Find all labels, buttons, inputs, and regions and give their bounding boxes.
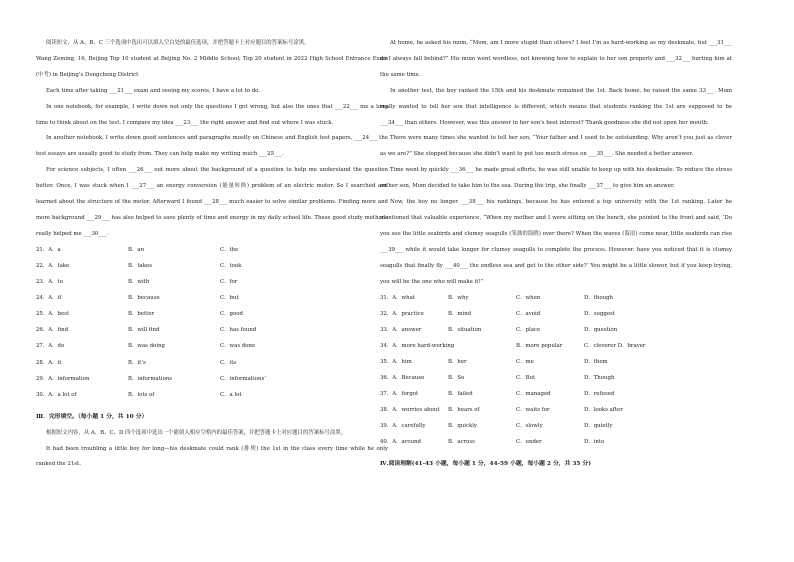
option-row [36, 291, 388, 307]
option-a: 31．A．what [380, 294, 415, 301]
option-a: 40．A．around [380, 439, 421, 446]
option-row [380, 435, 732, 451]
option-b: B．hears of [448, 407, 480, 414]
option-b: B．across [448, 439, 475, 446]
option-d: D．Though [584, 375, 615, 382]
option-a: 27．A．do [36, 343, 65, 350]
option-b: B．it’s [128, 359, 146, 366]
option-c: C．informations’ [220, 375, 266, 382]
option-c: C．But [516, 375, 536, 382]
option-a: 25．A．best [36, 311, 70, 318]
option-c: C．but [220, 295, 239, 302]
option-a: 29．A．information [36, 375, 90, 382]
option-row [36, 372, 388, 388]
option-b: B．takes [128, 262, 152, 269]
option-c: C．managed [516, 391, 551, 398]
option-c: C．when [516, 294, 541, 301]
option-b: B．quickly [448, 423, 478, 430]
option-row [36, 275, 388, 291]
option-a: 23．A．to [36, 279, 63, 286]
option-row [380, 371, 732, 387]
option-d: D．though [584, 294, 613, 301]
option-c: C．slowly [516, 423, 543, 430]
option-c: C．avoid [516, 310, 541, 317]
option-a: 24．A．if [36, 295, 62, 302]
option-a: 37．A．forgot [380, 391, 419, 398]
option-b: B．mind [448, 310, 472, 317]
option-c: C．the [220, 246, 239, 253]
option-row [380, 403, 732, 419]
option-row [380, 387, 732, 403]
option-a: 21．A．a [36, 246, 61, 253]
instruction-text: 阅读短文，从 A、B、C 三个选项中选出可以填入空白处的最佳选项，并把答题卡上对应题目的答案标号涂黑。 [46, 40, 310, 46]
option-b: B．situation [448, 326, 482, 333]
option-c: C．for [220, 279, 238, 286]
option-a: 22．A．take [36, 262, 70, 269]
option-b: B．her [448, 358, 467, 365]
option-row [380, 419, 732, 435]
option-b: B．why [448, 294, 469, 301]
option-row [380, 355, 732, 371]
option-c: C．took [220, 262, 242, 269]
option-c: C．good [220, 311, 243, 318]
option-b: B．more popular [516, 342, 563, 349]
passage-paragraph: In another test, the boy ranked the 15th and his deskmate remained the 1st. Back home, he raised the same 33___. Mom really wanted to tell her son that intelligence is different, which means that students ranking the 1st are supposed to be ___34___ than others. However, was this answer in her son’s best interest? Thank goodness she did not open her mouth. [380, 87, 732, 126]
right-column [380, 36, 732, 473]
option-b: B．lots of [128, 391, 155, 398]
left-column [36, 36, 388, 473]
passage-paragraph: Now, the boy no longer ___38___ his rankings, because he has entered a top university with the 1st ranking. Later he mentioned that valuable experience, “When my mother and I were sitting on the bench, she pointed to the front and said, ‘Do you see the little seabirds and clumsy seagulls (笨拙的海鸥) over there? When the waves (海浪) come near, little seabirds can rise ___39___ while it would take longer for clumsy seagulls to complete the process. However, have you noticed that it is clumsy seagulls that finally fly ___40___ the endless sea and get to the other side?’ You might be a little slower, but if you keep trying, you will be the one who will make it!” [380, 199, 732, 285]
option-d: D．into [584, 439, 605, 446]
option-a: 33．A．answer [380, 326, 422, 333]
option-d: D．quietly [584, 423, 613, 430]
option-c: C．has found [220, 327, 257, 334]
option-row [36, 259, 388, 275]
option-row [36, 307, 388, 323]
option-a: 38．A．worries about [380, 407, 440, 414]
option-a: 32．A．practice [380, 310, 424, 317]
option-row [36, 243, 388, 259]
section-instruction: 根据短文内容，从 A、B、C、D 四个选项中选出一个能填入相应空格内的最佳答案，并把答题卡上对应题目的答案标号涂黑。 [46, 429, 347, 436]
option-c: C．waits for [516, 407, 550, 414]
passage-paragraph: For science subjects, I often ___26___ out more about the background of a question to help me understand the question better. Once, I was stuck when I ___27___ an energy conversion (能量转换) problem of an electric motor. So I searched and learned about the structure of the motor. Afterward I found ___28___ much easier to solve similar problems. Finding more and more background ___29___ has also helped to save plenty of time and energy in my daily school life. These good study methods really helped me ___30___. [36, 167, 388, 237]
option-c: C．a lot [220, 391, 242, 398]
option-c: C．was done [220, 343, 256, 350]
option-row [36, 355, 388, 371]
option-b: B．will find [128, 327, 160, 334]
option-a: 26．A．find [36, 327, 69, 334]
section-heading: Ⅳ.阅读理解(41-43 小题，每小题 1 分，44-59 小题，每小题 2 分，共 35 分) [380, 461, 591, 468]
option-b: B．was doing [128, 343, 166, 350]
option-a: 30．A．a lot of [36, 391, 77, 398]
section-heading: Ⅲ．完形填空。（每小题 1 分，共 10 分） [36, 413, 148, 420]
option-b: B．because [128, 295, 160, 302]
passage-paragraph: In one notebook, for example, I write down not only the questions I got wrong, but also the ones that ___22___ me a long time to think about on the test. I compare my idea ___23___ the right answer and find out where I was stuck. [36, 103, 388, 126]
option-a: 36．A．Because [380, 375, 425, 382]
option-d: D．question [584, 326, 618, 333]
passage-paragraph: It had been troubling a little boy for long—his deskmate could rank (排列) the 1st in the class every time while he only ranked the 21st. [36, 445, 388, 468]
option-d: D．them [584, 358, 608, 365]
option-d: D．refused [584, 391, 615, 398]
author-intro: Wang Zeming, 16, Beijing Top 10 student at Beijing No. 2 Middle School; Top 20 student in 2022 High School Entrance Exam (中考) in Beijing’s Dongcheng District [36, 55, 388, 78]
option-c: C．its [220, 359, 237, 366]
option-a: 35．A．him [380, 358, 412, 365]
option-b: B．better [128, 311, 155, 318]
option-b: B．failed [448, 391, 473, 398]
option-row [380, 291, 732, 307]
option-a: 34．A．more hard-working [380, 342, 455, 349]
option-a: 28．A．it [36, 359, 62, 366]
passage-paragraph: There were many times she wanted to tell her son, “Your father and I used to be outstanding. Why aren’t you just as clever as we are?” She stopped because she didn’t want to put too much stress on ___35___. She needed a better answer. [380, 135, 732, 158]
option-c: C．under [516, 439, 542, 446]
option-row [36, 339, 388, 355]
option-c: C．place [516, 326, 541, 333]
option-b: B．an [128, 246, 145, 253]
passage-paragraph: In another notebook, I write down good sentences and paragraphs mostly on Chinese and English test papers, ___24___ the test essays are usually good to study from. They can help make my writing much ___25___. [36, 135, 388, 158]
option-row [36, 388, 388, 404]
option-c-d: C．cleverer D．braver [584, 342, 646, 349]
options-list [36, 243, 388, 404]
option-row [380, 339, 732, 355]
option-b: B．So [448, 375, 465, 382]
passage-paragraph: At home, he asked his mom, “Mom, am I more stupid than others? I feel I’m as hard-working as my deskmate, but ___31___ do I always fall behind?” His mom went wordless, not knowing how to explain to her son properly and ___32___ hurting him at the same time. [380, 40, 732, 78]
option-d: D．looks after [584, 407, 623, 414]
option-a: 39．A．carefully [380, 423, 426, 430]
option-d: D．suggest [584, 310, 615, 317]
passage-paragraph: Time went by quickly ___36___ he made great efforts, he was still unable to keep up with his deskmate. To reduce the stress on her son, Mom decided to take him to the sea. During the trip, she finally ___37___ to give him an answer. [380, 167, 732, 190]
options-list [380, 291, 732, 452]
option-row [36, 323, 388, 339]
option-row [380, 323, 732, 339]
passage-paragraph: Each time after taking ___21___ exam and seeing my scores, I have a lot to do. [46, 87, 261, 94]
option-b: B．informations [128, 375, 173, 382]
option-b: B．with [128, 279, 150, 286]
option-row [380, 307, 732, 323]
option-c: C．me [516, 358, 534, 365]
